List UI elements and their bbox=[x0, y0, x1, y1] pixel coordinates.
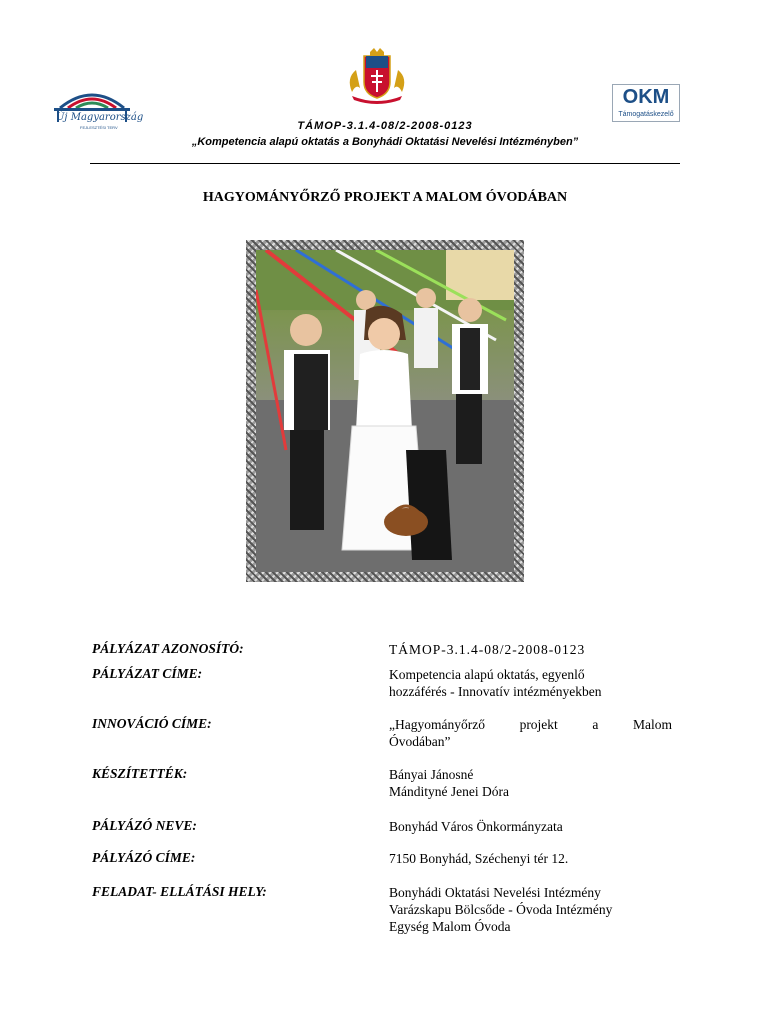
value-innovacio-cime-line2: Óvodában” bbox=[389, 734, 451, 749]
value-palyazat-cime bbox=[389, 666, 672, 700]
label-palyazat-azonosito: PÁLYÁZAT AZONOSÍTÓ: bbox=[92, 641, 244, 656]
value-feladat-line2: Varázskapu Bölcsőde - Óvoda Intézmény bbox=[389, 902, 613, 917]
okm-logo-text: OKM bbox=[622, 86, 670, 108]
logo-left-text: Új Magyarország bbox=[56, 112, 144, 123]
header-divider bbox=[90, 163, 680, 164]
value-keszitettek-line2: Mándityné Jenei Dóra bbox=[389, 784, 509, 799]
innovacio-word: Malom bbox=[633, 717, 672, 732]
label-innovacio-cime: INNOVÁCIÓ CÍME: bbox=[92, 716, 212, 731]
value-innovacio-cime-line1 bbox=[389, 716, 672, 733]
document-title: HAGYOMÁNYŐRZŐ PROJEKT A MALOM ÓVODÁBAN bbox=[202, 190, 568, 205]
logo-left-sub: FEJLESZTÉSI TERV bbox=[80, 125, 118, 130]
value-keszitettek bbox=[389, 766, 672, 800]
label-palyazo-cime: PÁLYÁZÓ CÍME: bbox=[92, 850, 196, 865]
bonyhad-coat-of-arms bbox=[344, 48, 410, 104]
label-keszitettek: KÉSZÍTETTÉK: bbox=[92, 766, 188, 781]
value-palyazat-cime-line2: hozzáférés - Innovatív intézményekben bbox=[389, 684, 602, 699]
header-project-code: TÁMOP-3.1.4-08/2-2008-0123 bbox=[297, 120, 473, 132]
value-palyazo-cime: 7150 Bonyhád, Széchenyi tér 12. bbox=[389, 851, 569, 866]
header-project-title: „Kompetencia alapú oktatás a Bonyhádi Oktatási Nevelési Intézményben” bbox=[191, 136, 579, 148]
okm-logo bbox=[612, 84, 680, 122]
label-feladat-ellatasi-hely: FELADAT- ELLÁTÁSI HELY: bbox=[92, 884, 267, 899]
innovacio-word: „Hagyományőrző bbox=[389, 717, 485, 732]
okm-logo-sub: Támogatáskezelő bbox=[618, 111, 674, 118]
value-palyazat-azonosito: TÁMOP-3.1.4-08/2-2008-0123 bbox=[389, 642, 586, 657]
label-palyazo-neve: PÁLYÁZÓ NEVE: bbox=[92, 818, 197, 833]
photo-frame bbox=[246, 240, 524, 582]
innovacio-word: a bbox=[592, 717, 599, 732]
value-feladat-line3: Egység Malom Óvoda bbox=[389, 919, 511, 934]
children-folk-costume-photo bbox=[256, 250, 514, 572]
value-feladat-ellatasi-hely bbox=[389, 884, 672, 935]
value-feladat-line1: Bonyhádi Oktatási Nevelési Intézmény bbox=[389, 885, 601, 900]
label-palyazat-cime: PÁLYÁZAT CÍME: bbox=[92, 666, 203, 681]
value-palyazat-cime-line1: Kompetencia alapú oktatás, egyenlő bbox=[389, 667, 585, 682]
value-keszitettek-line1: Bányai Jánosné bbox=[389, 767, 474, 782]
value-palyazo-neve: Bonyhád Város Önkormányzata bbox=[389, 819, 563, 834]
value-innovacio-cime bbox=[389, 716, 672, 750]
innovacio-word: projekt bbox=[519, 717, 558, 732]
